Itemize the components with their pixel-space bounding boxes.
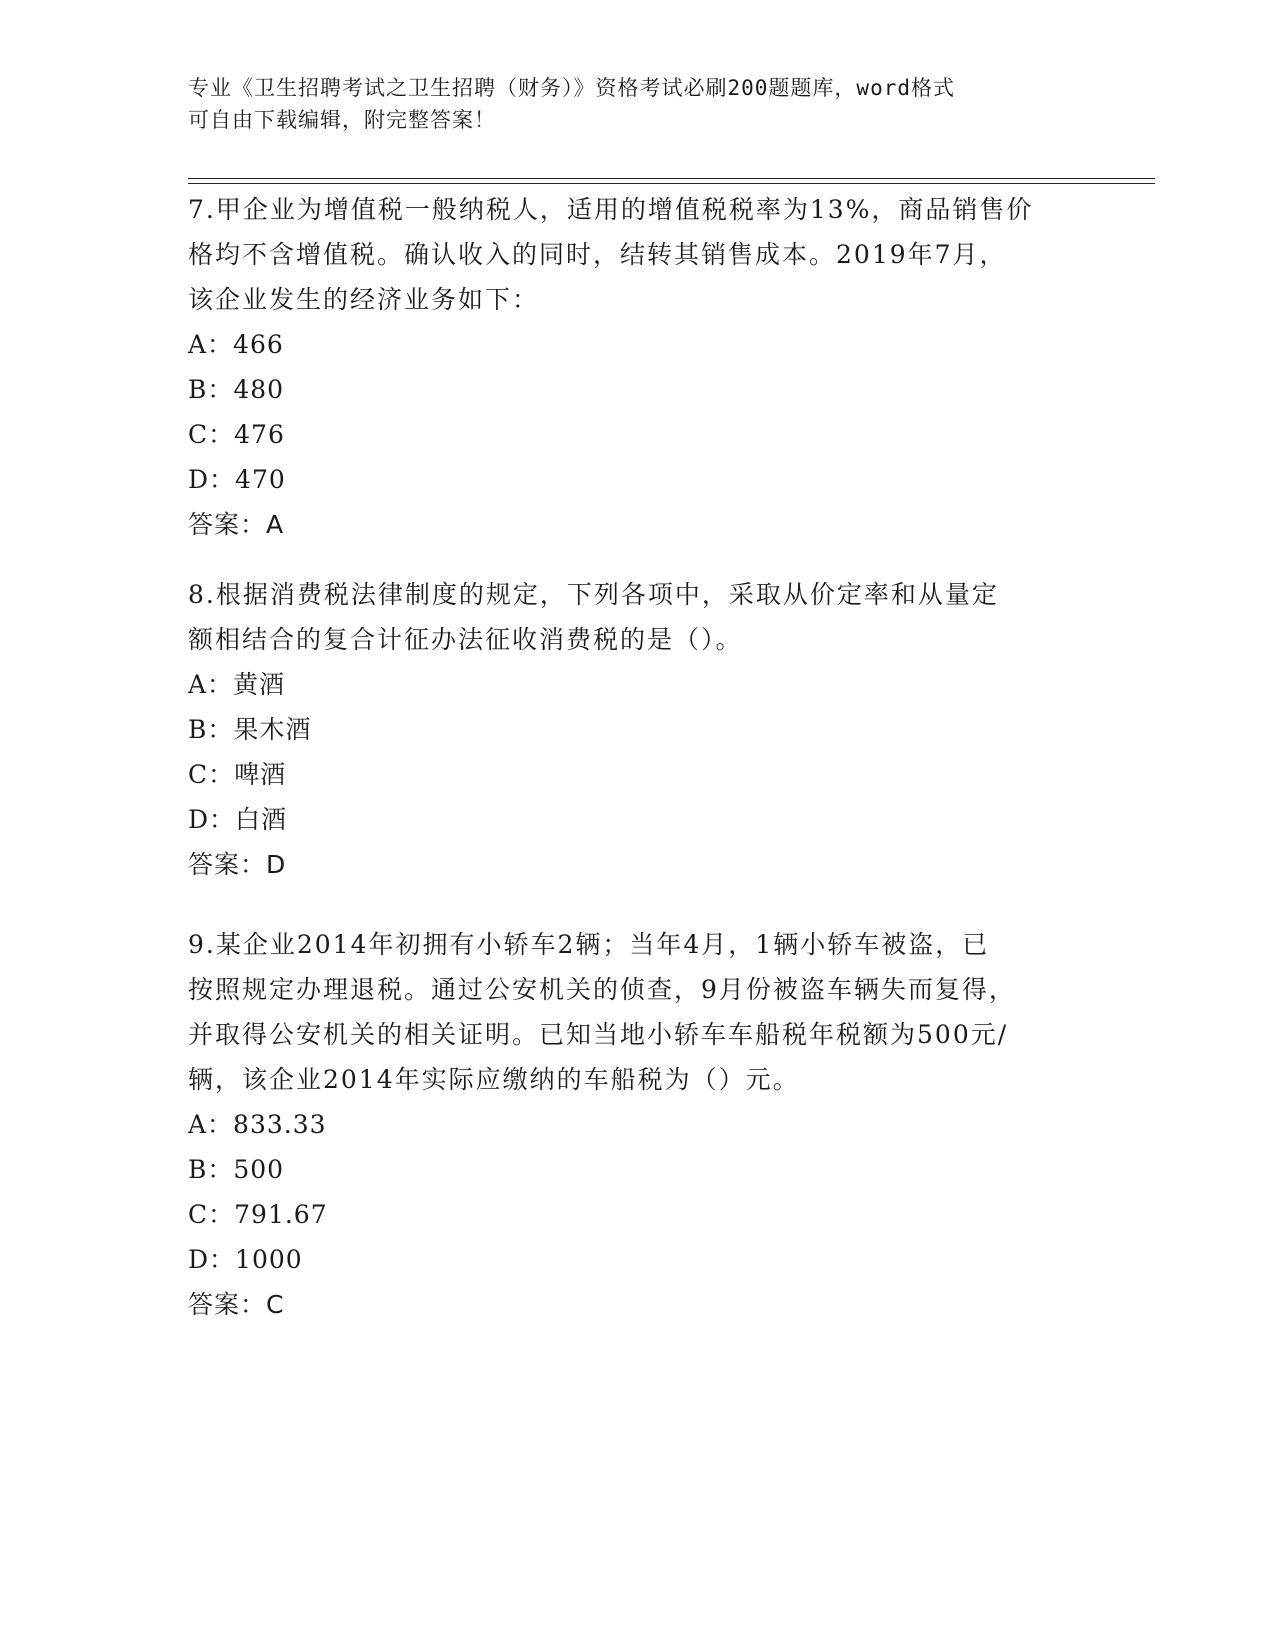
question-text-line: 辆，该企业2014年实际应缴纳的车船税为（）元。 bbox=[188, 1065, 800, 1094]
question-9 bbox=[188, 922, 1088, 1327]
option-d: D：1000 bbox=[188, 1245, 303, 1274]
option-b: B：480 bbox=[188, 375, 285, 404]
question-7 bbox=[188, 187, 1088, 547]
question-8 bbox=[188, 572, 1088, 887]
option-a: A：黄酒 bbox=[188, 670, 286, 699]
header-line-1: 专业《卫生招聘考试之卫生招聘（财务）》资格考试必刷200题题库，word格式 bbox=[188, 76, 955, 100]
document-header bbox=[188, 72, 1068, 136]
header-line-2: 可自由下载编辑，附完整答案！ bbox=[188, 108, 496, 132]
question-text-line: 并取得公安机关的相关证明。已知当地小轿车车船税年税额为500元/ bbox=[188, 1020, 1009, 1049]
option-d: D：470 bbox=[188, 465, 286, 494]
answer: 答案：A bbox=[188, 510, 285, 539]
option-a: A：466 bbox=[188, 330, 284, 359]
option-b: B：果木酒 bbox=[188, 715, 312, 744]
question-text-line: 9.某企业2014年初拥有小轿车2辆；当年4月，1辆小轿车被盗，已 bbox=[188, 930, 990, 959]
answer: 答案：C bbox=[188, 1290, 285, 1319]
option-c: C：476 bbox=[188, 420, 285, 449]
question-text-line: 按照规定办理退税。通过公安机关的侦查，9月份被盗车辆失而复得， bbox=[188, 975, 1016, 1004]
option-a: A：833.33 bbox=[188, 1110, 327, 1139]
option-d: D：白酒 bbox=[188, 805, 288, 834]
question-text-line: 该企业发生的经济业务如下： bbox=[188, 285, 540, 314]
header-divider-bottom bbox=[188, 183, 1155, 184]
option-c: C：791.67 bbox=[188, 1200, 328, 1229]
answer: 答案：D bbox=[188, 850, 287, 879]
question-text-line: 7.甲企业为增值税一般纳税人，适用的增值税税率为13%，商品销售价 bbox=[188, 195, 1034, 224]
question-text-line: 8.根据消费税法律制度的规定，下列各项中，采取从价定率和从量定 bbox=[188, 580, 999, 609]
option-c: C：啤酒 bbox=[188, 760, 287, 789]
question-text-line: 额相结合的复合计征办法征收消费税的是（）。 bbox=[188, 625, 743, 654]
option-b: B：500 bbox=[188, 1155, 285, 1184]
header-divider-top bbox=[188, 178, 1155, 179]
question-text-line: 格均不含增值税。确认收入的同时，结转其销售成本。2019年7月， bbox=[188, 240, 1007, 269]
